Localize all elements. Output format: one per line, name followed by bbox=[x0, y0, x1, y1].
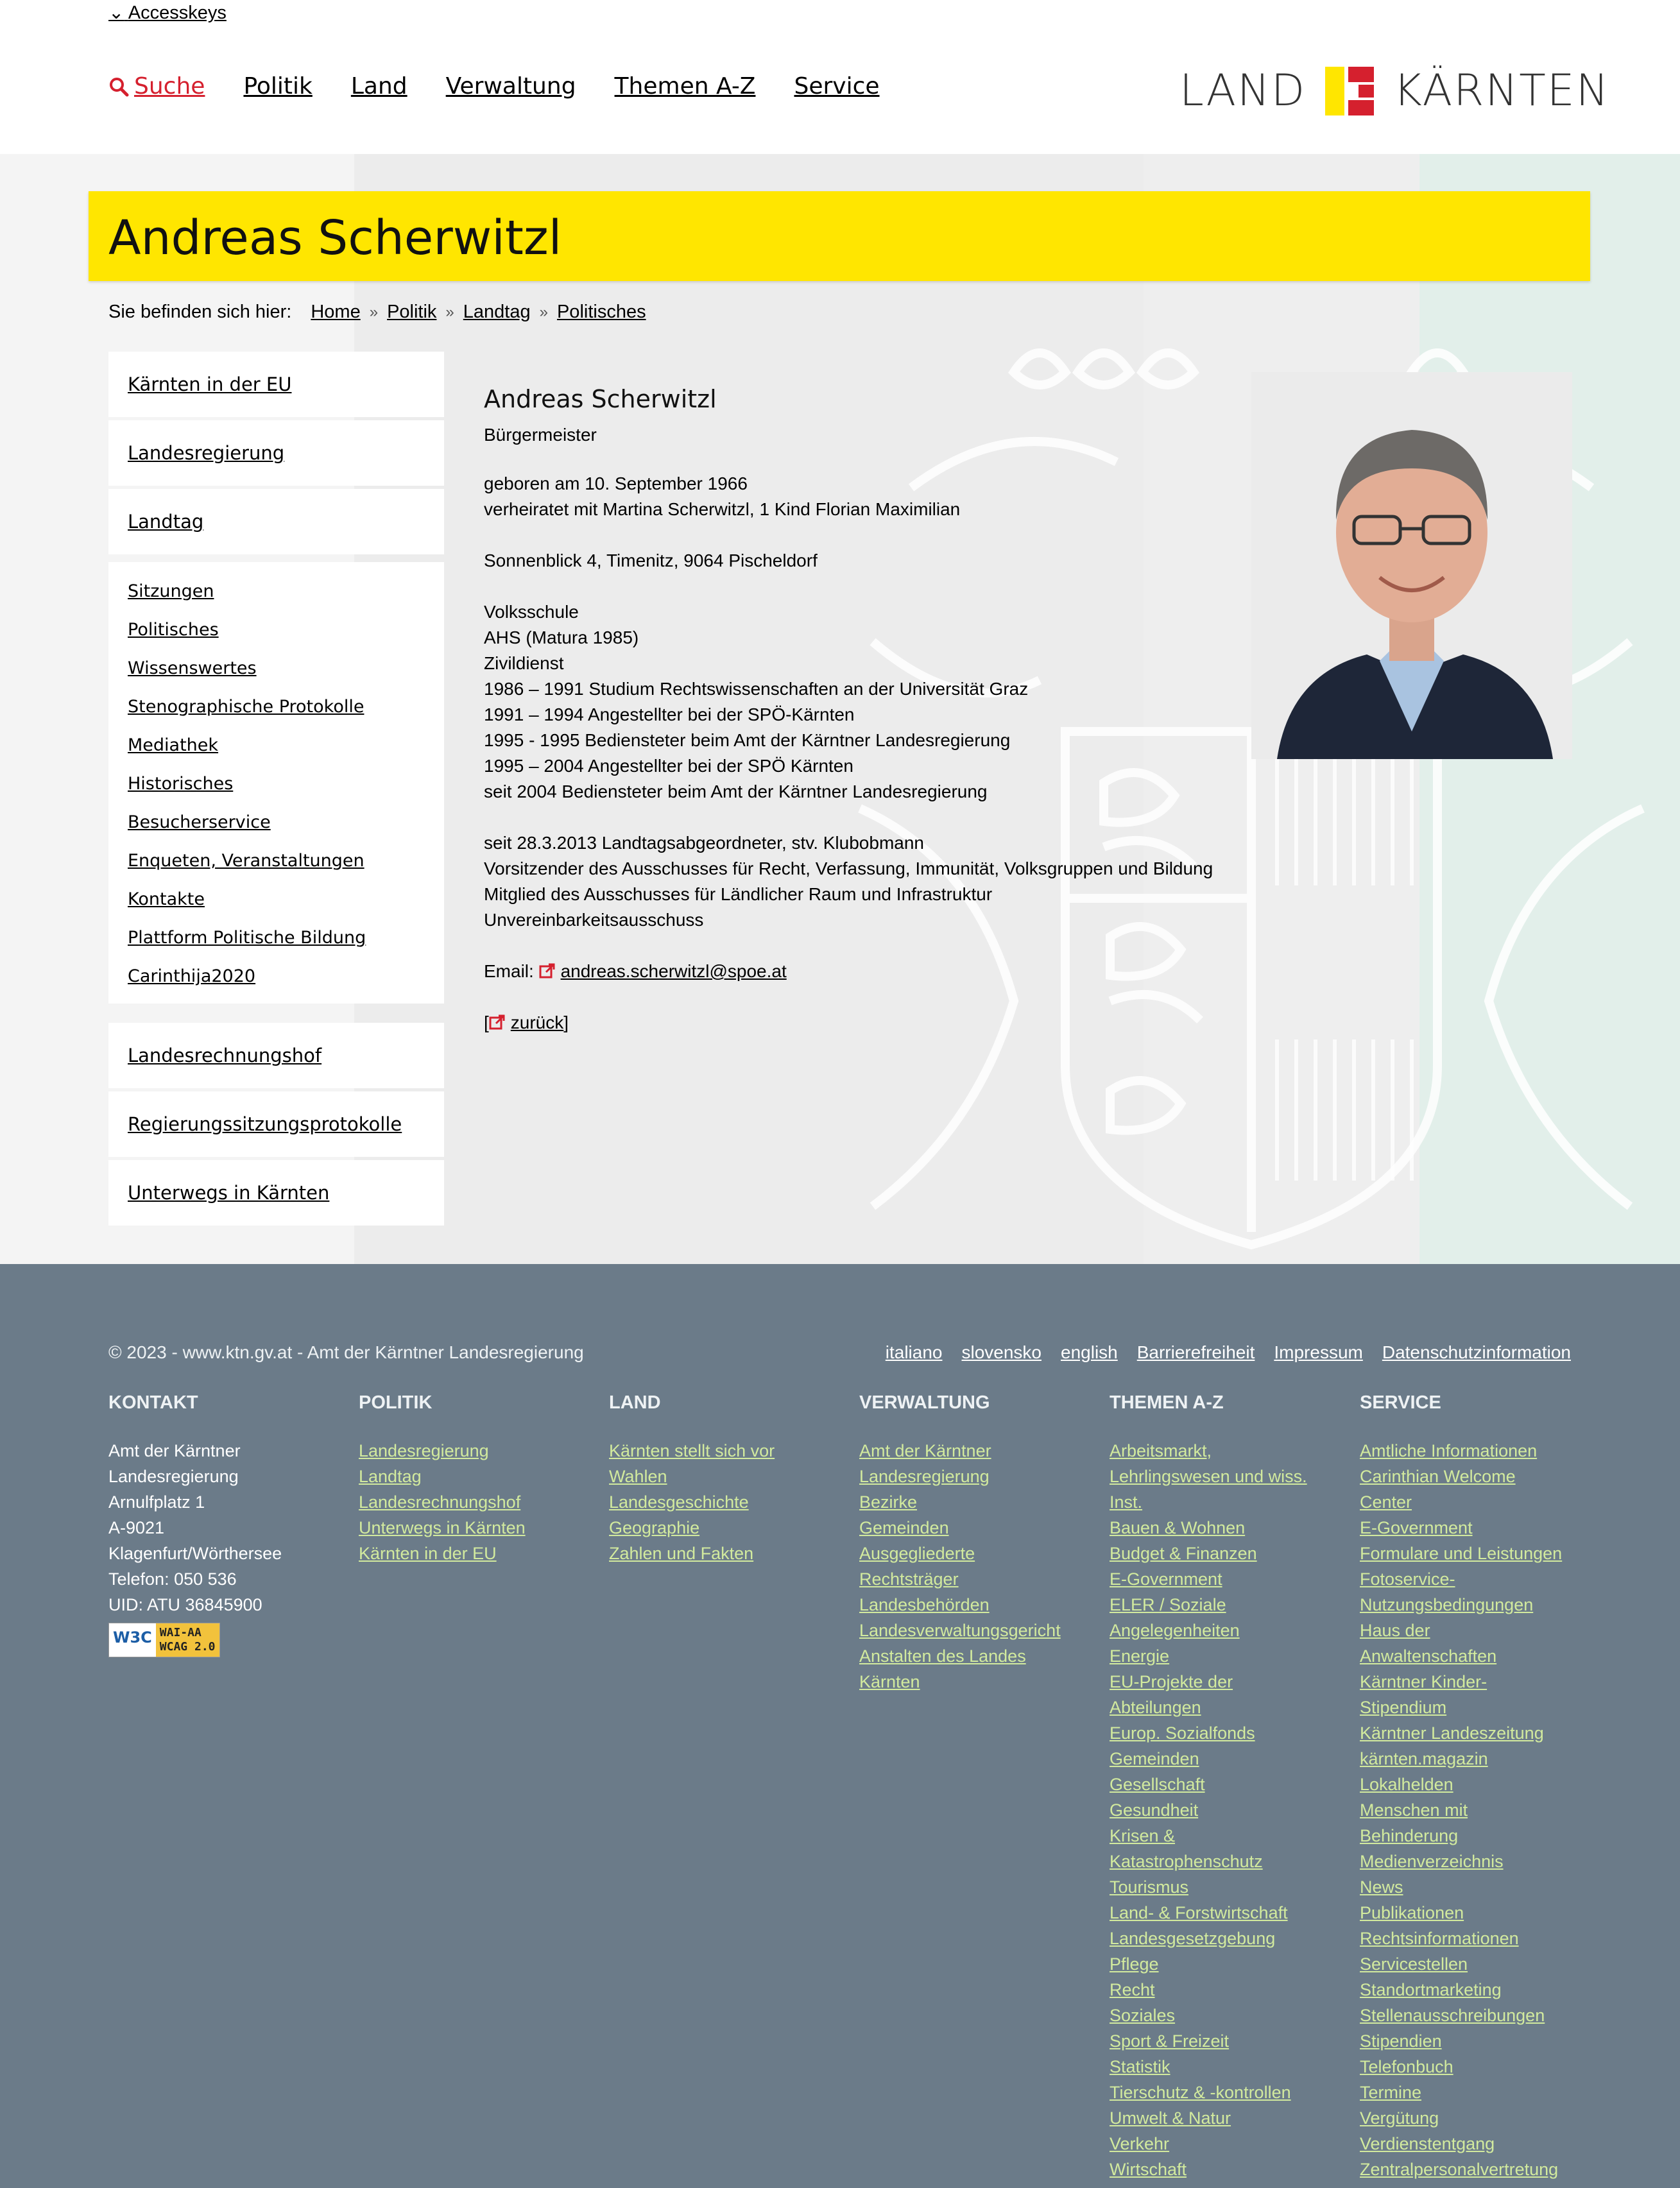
footer-link[interactable]: Krisen & bbox=[1110, 1826, 1176, 1845]
logo-mark-icon bbox=[1325, 67, 1374, 115]
breadcrumb-politik[interactable]: Politik bbox=[387, 302, 437, 322]
footer-link[interactable]: Energie bbox=[1110, 1646, 1170, 1666]
footer-link[interactable]: Tourismus bbox=[1110, 1877, 1189, 1897]
email-link[interactable]: andreas.scherwitzl@spoe.at bbox=[560, 961, 787, 981]
nav-land[interactable]: Land bbox=[350, 73, 407, 99]
footer-link[interactable]: Gesundheit bbox=[1110, 1800, 1199, 1820]
footer-column-land bbox=[609, 1392, 846, 1566]
footer-link[interactable]: News bbox=[1360, 1877, 1403, 1897]
footer-link[interactable]: Landesverwaltungsgericht bbox=[859, 1621, 1061, 1640]
link-datenschutz[interactable]: Datenschutzinformation bbox=[1382, 1342, 1571, 1362]
function-line: seit 28.3.2013 Landtagsabgeordneter, stv. Klubobmann bbox=[484, 833, 924, 853]
footer-link[interactable]: Formulare und Leistungen bbox=[1360, 1544, 1563, 1563]
footer-heading-kontakt: KONTAKT bbox=[108, 1392, 198, 1413]
email-row bbox=[484, 959, 1254, 984]
search-button[interactable]: Suche bbox=[108, 73, 205, 99]
footer-link[interactable]: Stipendium bbox=[1360, 1698, 1447, 1717]
footer-link[interactable]: Landesgesetzgebung bbox=[1110, 1929, 1276, 1948]
footer-link[interactable]: Gemeinden bbox=[859, 1518, 949, 1537]
link-slovensko[interactable]: slovensko bbox=[961, 1342, 1041, 1362]
footer-column-themen bbox=[1110, 1392, 1347, 2182]
sidebar-item-landesrechnungshof[interactable]: Landesrechnungshof bbox=[108, 1023, 444, 1088]
nav-verwaltung[interactable]: Verwaltung bbox=[445, 73, 576, 99]
career-line: Zivildienst bbox=[484, 653, 564, 673]
sidebar-item-landtag[interactable]: Landtag bbox=[108, 489, 444, 554]
link-italiano[interactable]: italiano bbox=[885, 1342, 943, 1362]
footer-link[interactable]: Vergütung bbox=[1360, 2108, 1439, 2128]
footer-link[interactable]: Nutzungsbedingungen bbox=[1360, 1595, 1534, 1614]
footer-link[interactable]: Land- & Forstwirtschaft bbox=[1110, 1903, 1288, 1922]
sidebar-subitem-enqueten[interactable]: Enqueten, Veranstaltungen bbox=[128, 851, 364, 871]
main-navigation bbox=[108, 73, 880, 99]
footer-column-kontakt bbox=[108, 1392, 346, 1657]
footer-link[interactable]: Bauen & Wohnen bbox=[1110, 1518, 1246, 1537]
footer-link[interactable]: Soziales bbox=[1110, 2006, 1176, 2025]
footer-contact-line: Arnulfplatz 1 bbox=[108, 1492, 205, 1512]
footer-link[interactable]: Verkehr bbox=[1110, 2134, 1170, 2153]
footer-link[interactable]: Standortmarketing bbox=[1360, 1980, 1502, 1999]
footer-link[interactable]: Tierschutz & -kontrollen bbox=[1110, 2083, 1291, 2102]
external-link-icon bbox=[539, 962, 556, 979]
breadcrumb bbox=[108, 302, 646, 323]
footer-link[interactable]: Landesbehörden bbox=[859, 1595, 990, 1614]
footer-link[interactable]: Kärnten in der EU bbox=[359, 1544, 497, 1563]
back-link[interactable]: zurück bbox=[510, 1013, 564, 1032]
footer-link[interactable]: Statistik bbox=[1110, 2057, 1170, 2076]
footer-heading-service: SERVICE bbox=[1360, 1392, 1441, 1413]
footer-column-politik bbox=[359, 1392, 596, 1566]
breadcrumb-home[interactable]: Home bbox=[311, 302, 361, 322]
footer-contact-line: Telefon: 050 536 bbox=[108, 1569, 237, 1589]
footer-link[interactable]: Menschen mit bbox=[1360, 1800, 1468, 1820]
nav-themen-a-z[interactable]: Themen A-Z bbox=[614, 73, 756, 99]
breadcrumb-landtag[interactable]: Landtag bbox=[463, 302, 531, 322]
footer-link[interactable]: Umwelt & Natur bbox=[1110, 2108, 1231, 2128]
footer-link[interactable]: Servicestellen bbox=[1360, 1954, 1468, 1974]
external-link-icon bbox=[489, 1014, 506, 1030]
footer-link[interactable]: Geographie bbox=[609, 1518, 700, 1537]
wcag-badge[interactable] bbox=[108, 1623, 220, 1657]
footer-link[interactable]: Kärntner Kinder- bbox=[1360, 1672, 1487, 1691]
footer-link[interactable]: kärnten.magazin bbox=[1360, 1749, 1488, 1768]
footer-link[interactable]: Katastrophenschutz bbox=[1110, 1852, 1263, 1871]
footer-link[interactable]: Lokalhelden bbox=[1360, 1775, 1453, 1794]
sidebar-navigation bbox=[108, 352, 444, 1229]
search-icon bbox=[108, 76, 129, 97]
nav-service[interactable]: Service bbox=[794, 73, 880, 99]
nav-politik[interactable]: Politik bbox=[243, 73, 313, 99]
wcag-version: WCAG 2.0 bbox=[159, 1640, 216, 1654]
footer-contact-line: Klagenfurt/Wörthersee bbox=[108, 1544, 282, 1563]
page-title: Andreas Scherwitzl bbox=[108, 210, 562, 266]
footer-link[interactable]: Zahlen und Fakten bbox=[609, 1544, 754, 1563]
breadcrumb-label: Sie befinden sich hier: bbox=[108, 302, 292, 322]
footer-link[interactable]: Fotoservice- bbox=[1360, 1569, 1455, 1589]
footer-link[interactable]: Recht bbox=[1110, 1980, 1155, 1999]
breadcrumb-politisches[interactable]: Politisches bbox=[556, 302, 646, 322]
footer-link[interactable]: Landesrechnungshof bbox=[359, 1492, 521, 1512]
footer-link[interactable]: Kärnten bbox=[859, 1672, 920, 1691]
footer-link[interactable]: Anstalten des Landes bbox=[859, 1646, 1026, 1666]
portrait-image bbox=[1251, 372, 1572, 759]
back-row: [ zurück] bbox=[484, 1013, 569, 1032]
chevron-down-icon: ⌄ bbox=[108, 3, 124, 23]
footer-link[interactable]: Stipendien bbox=[1360, 2031, 1442, 2051]
sidebar-subitem-stenographische-protokolle[interactable]: Stenographische Protokolle bbox=[128, 697, 364, 717]
footer-link[interactable]: Haus der bbox=[1360, 1621, 1430, 1640]
footer-link[interactable]: Behinderung bbox=[1360, 1826, 1459, 1845]
link-english[interactable]: english bbox=[1061, 1342, 1118, 1362]
email-label: Email: bbox=[484, 961, 534, 981]
copyright-text: © 2023 - www.ktn.gv.at - Amt der Kärntner Landesregierung bbox=[108, 1342, 584, 1362]
footer-link[interactable]: Arbeitsmarkt, bbox=[1110, 1441, 1212, 1460]
function-line: Unvereinbarkeitsausschuss bbox=[484, 910, 704, 930]
footer-link[interactable]: Center bbox=[1360, 1492, 1412, 1512]
career-line: AHS (Matura 1985) bbox=[484, 628, 639, 647]
sidebar-item-regierungssitzungsprotokolle[interactable]: Regierungssitzungsprotokolle bbox=[108, 1091, 444, 1157]
footer-link[interactable]: E-Government bbox=[1110, 1569, 1222, 1589]
footer-link[interactable]: Lehrlingswesen und wiss. bbox=[1110, 1467, 1307, 1486]
sidebar-item-unterwegs-in-kaernten[interactable]: Unterwegs in Kärnten bbox=[108, 1160, 444, 1226]
footer-meta-links bbox=[886, 1342, 1571, 1363]
footer-link[interactable]: Rechtsträger bbox=[859, 1569, 959, 1589]
chevron-double-right-icon: » bbox=[369, 303, 379, 321]
sidebar-item-kaernten-in-der-eu[interactable]: Kärnten in der EU bbox=[108, 352, 444, 417]
sidebar-subitem-sitzungen[interactable]: Sitzungen bbox=[128, 581, 214, 601]
accesskeys-link[interactable]: ⌄ Accesskeys bbox=[108, 3, 227, 23]
footer-link[interactable]: Gemeinden bbox=[1110, 1749, 1199, 1768]
wcag-level: WAI-AA bbox=[159, 1626, 201, 1639]
footer-link[interactable]: ELER / Soziale bbox=[1110, 1595, 1226, 1614]
footer-link[interactable]: Amt der Kärntner bbox=[859, 1441, 991, 1460]
footer-contact-line: Amt der Kärntner bbox=[108, 1441, 241, 1460]
footer-link[interactable]: Ausgegliederte bbox=[859, 1544, 975, 1563]
sidebar-item-landesregierung[interactable]: Landesregierung bbox=[108, 420, 444, 486]
footer-column-service bbox=[1360, 1392, 1597, 2182]
profile-content bbox=[484, 385, 1254, 1036]
footer-link[interactable]: Europ. Sozialfonds bbox=[1110, 1723, 1255, 1743]
link-impressum[interactable]: Impressum bbox=[1274, 1342, 1363, 1362]
footer-link[interactable]: Inst. bbox=[1110, 1492, 1143, 1512]
land-kaernten-logo[interactable]: LAND KÄRNTEN bbox=[1179, 65, 1610, 116]
function-line: Vorsitzender des Ausschusses für Recht, Verfassung, Immunität, Volksgruppen und Bildung bbox=[484, 859, 1213, 878]
chevron-double-right-icon: » bbox=[539, 303, 548, 321]
sidebar-subitem-carinthija2020[interactable]: Carinthija2020 bbox=[128, 966, 256, 986]
footer-link[interactable]: Landesregierung bbox=[359, 1441, 489, 1460]
footer-link[interactable]: Publikationen bbox=[1360, 1903, 1464, 1922]
sidebar-submenu-landtag bbox=[108, 562, 444, 1004]
footer-link[interactable]: Medienverzeichnis bbox=[1360, 1852, 1504, 1871]
career-line: seit 2004 Bediensteter beim Amt der Kärntner Landesregierung bbox=[484, 782, 988, 801]
profile-name: Andreas Scherwitzl bbox=[484, 385, 717, 413]
sidebar-subitem-historisches[interactable]: Historisches bbox=[128, 774, 234, 794]
footer-link[interactable]: Kärntner Landeszeitung bbox=[1360, 1723, 1544, 1743]
career-line: 1995 – 2004 Angestellter bei der SPÖ Kärnten bbox=[484, 756, 853, 776]
footer-heading-politik: POLITIK bbox=[359, 1392, 433, 1413]
profile-birth: geboren am 10. September 1966 bbox=[484, 474, 748, 493]
footer-link[interactable]: Bezirke bbox=[859, 1492, 918, 1512]
sidebar-subitem-besucherservice[interactable]: Besucherservice bbox=[128, 812, 271, 832]
profile-photo bbox=[1251, 372, 1572, 759]
footer-column-verwaltung bbox=[859, 1392, 1097, 1695]
footer-link[interactable]: E-Government bbox=[1360, 1518, 1473, 1537]
career-line: 1995 - 1995 Bediensteter beim Amt der Kärntner Landesregierung bbox=[484, 730, 1011, 750]
footer-link[interactable]: Zentralpersonalvertretung bbox=[1360, 2160, 1559, 2179]
sidebar-subitem-mediathek[interactable]: Mediathek bbox=[128, 735, 219, 755]
sidebar-subitem-wissenswertes[interactable]: Wissenswertes bbox=[128, 658, 257, 678]
page-title-bar bbox=[89, 191, 1590, 281]
footer-link[interactable]: Wirtschaft bbox=[1110, 2160, 1187, 2179]
footer-link[interactable]: Stellenausschreibungen bbox=[1360, 2006, 1545, 2025]
footer-link[interactable]: Angelegenheiten bbox=[1110, 1621, 1240, 1640]
footer-contact-line: A-9021 bbox=[108, 1518, 165, 1537]
sidebar-subitem-kontakte[interactable]: Kontakte bbox=[128, 889, 205, 909]
footer-link[interactable]: Sport & Freizeit bbox=[1110, 2031, 1230, 2051]
footer-link[interactable]: Termine bbox=[1360, 2083, 1422, 2102]
footer-link[interactable]: Landtag bbox=[359, 1467, 422, 1486]
footer-link[interactable]: Kärnten stellt sich vor bbox=[609, 1441, 775, 1460]
footer-link[interactable]: Budget & Finanzen bbox=[1110, 1544, 1257, 1563]
footer-heading-land: LAND bbox=[609, 1392, 661, 1413]
footer-link[interactable]: Rechtsinformationen bbox=[1360, 1929, 1519, 1948]
footer-contact-line: UID: ATU 36845900 bbox=[108, 1595, 262, 1614]
footer-link[interactable]: Amtliche Informationen bbox=[1360, 1441, 1538, 1460]
sidebar-subitem-plattform-politische-bildung[interactable]: Plattform Politische Bildung bbox=[128, 928, 366, 948]
footer-contact-line: Landesregierung bbox=[108, 1467, 239, 1486]
footer-link[interactable]: Telefonbuch bbox=[1360, 2057, 1453, 2076]
site-footer bbox=[0, 1264, 1680, 2188]
career-line: 1991 – 1994 Angestellter bei der SPÖ-Kärnten bbox=[484, 705, 855, 724]
footer-link[interactable]: Landesgeschichte bbox=[609, 1492, 749, 1512]
sidebar-subitem-politisches[interactable]: Politisches bbox=[128, 620, 219, 640]
career-line: 1986 – 1991 Studium Rechtswissenschaften an der Universität Graz bbox=[484, 679, 1029, 699]
link-barrierefreiheit[interactable]: Barrierefreiheit bbox=[1136, 1342, 1255, 1362]
career-line: Volksschule bbox=[484, 602, 579, 622]
function-line: Mitglied des Ausschusses für Ländlicher Raum und Infrastruktur bbox=[484, 884, 993, 904]
w3c-logo: W3C bbox=[109, 1623, 156, 1657]
profile-family: verheiratet mit Martina Scherwitzl, 1 Kind Florian Maximilian bbox=[484, 499, 961, 519]
footer-link[interactable]: Unterwegs in Kärnten bbox=[359, 1518, 526, 1537]
footer-heading-themen: THEMEN A-Z bbox=[1110, 1392, 1224, 1413]
footer-link[interactable]: Wahlen bbox=[609, 1467, 667, 1486]
footer-heading-verwaltung: VERWALTUNG bbox=[859, 1392, 990, 1413]
footer-link[interactable]: Pflege bbox=[1110, 1954, 1159, 1974]
footer-link[interactable]: Gesellschaft bbox=[1110, 1775, 1205, 1794]
footer-link[interactable]: Landesregierung bbox=[859, 1467, 990, 1486]
profile-role: Bürgermeister bbox=[484, 425, 597, 445]
footer-link[interactable]: Anwaltenschaften bbox=[1360, 1646, 1497, 1666]
chevron-double-right-icon: » bbox=[445, 303, 454, 321]
profile-address: Sonnenblick 4, Timenitz, 9064 Pischeldorf bbox=[484, 551, 818, 570]
footer-link[interactable]: Abteilungen bbox=[1110, 1698, 1201, 1717]
footer-link[interactable]: Carinthian Welcome bbox=[1360, 1467, 1516, 1486]
footer-link[interactable]: EU-Projekte der bbox=[1110, 1672, 1233, 1691]
footer-link[interactable]: Verdienstentgang bbox=[1360, 2134, 1495, 2153]
